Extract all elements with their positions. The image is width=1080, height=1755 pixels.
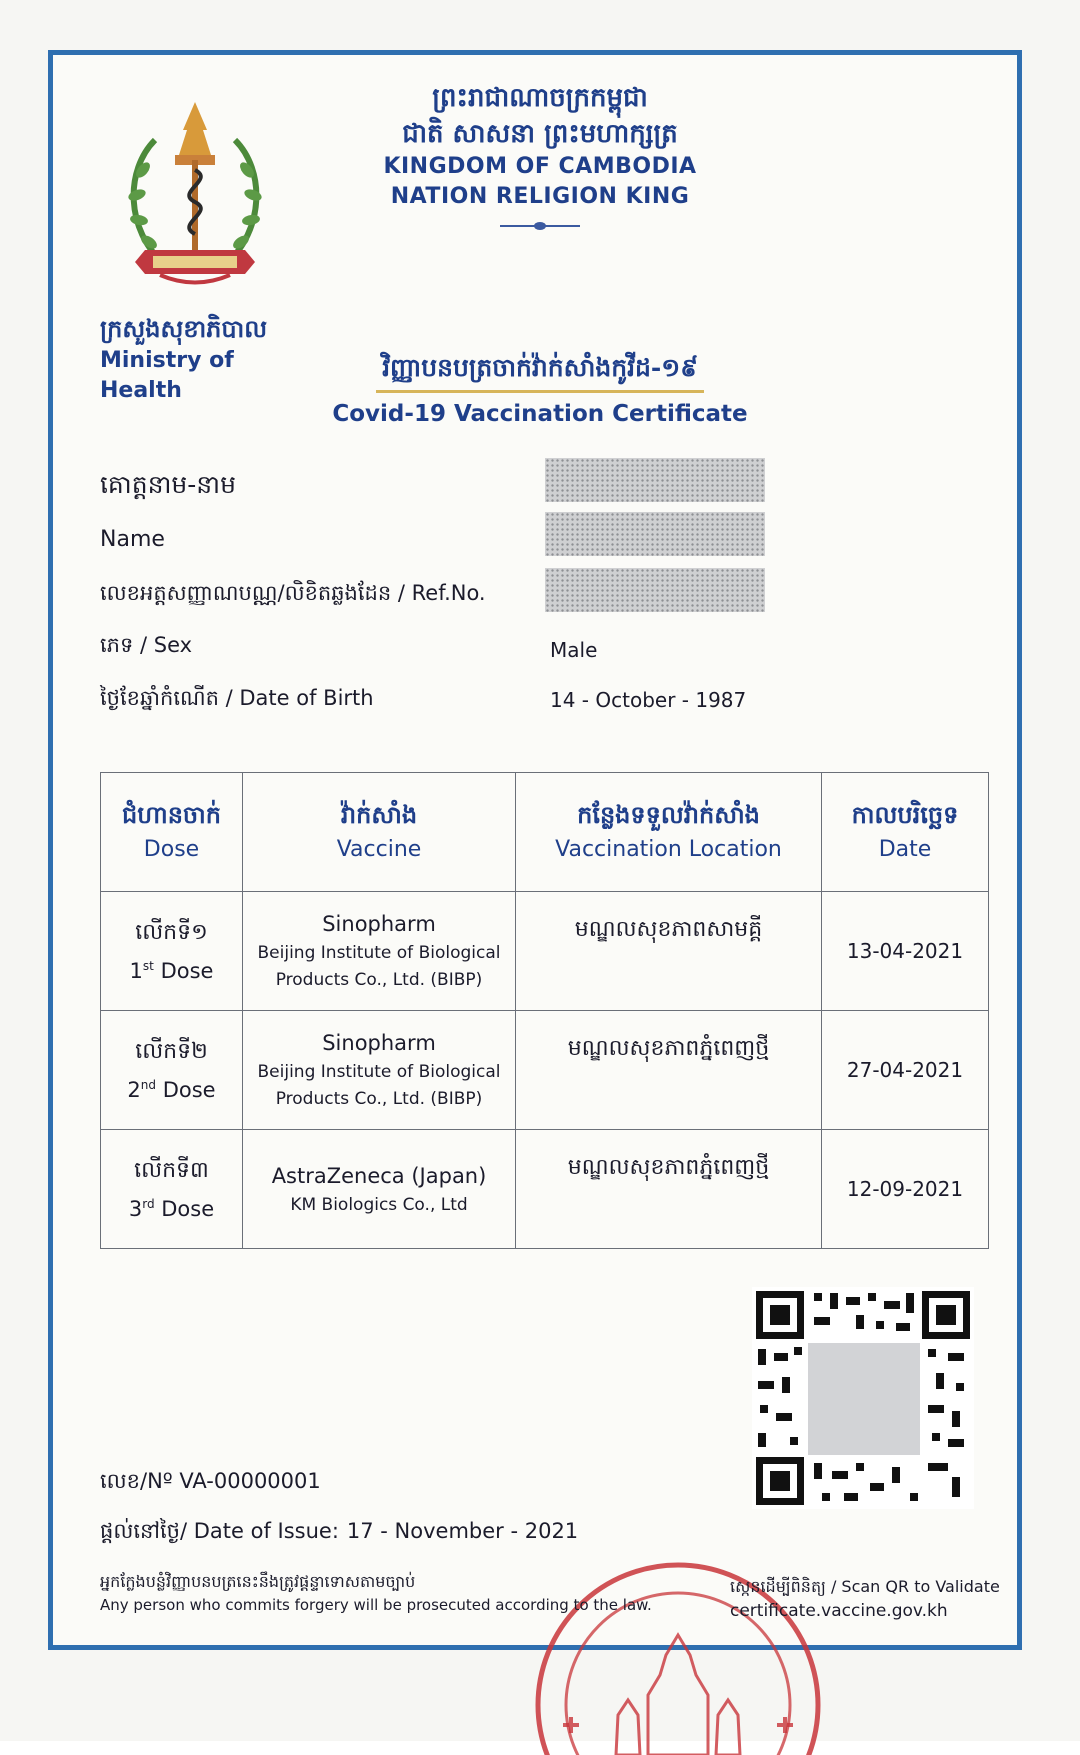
kingdom-kh-line2: ជាតិ សាសនា ព្រះមហាក្សត្រ [402,119,678,149]
vaccine-name: Sinopharm [322,1031,436,1055]
dose-kh: លើកទី១ [135,919,208,945]
dose-word: Dose [162,1077,216,1102]
ornament-divider [500,222,580,230]
ministry-emblem-icon [115,100,275,290]
vaccine-cell [243,1011,516,1130]
header-dose-en: Dose [143,837,200,862]
dose-kh: លើកទី២ [135,1038,208,1064]
dose-ordinal: rd [142,1196,155,1211]
header-location-kh: កន្លែងទទួលវ៉ាក់សាំង [577,800,760,829]
location-cell [516,1011,822,1130]
certificate-number-value: VA-00000001 [179,1469,321,1493]
vaccine-maker: Beijing Institute of Biological Products Co., Ltd. (BIBP) [257,943,501,990]
date-of-issue-value: 17 - November - 2021 [346,1519,579,1543]
header-location [516,773,822,892]
vaccine-maker: KM Biologics Co., Ltd [290,1194,468,1215]
forgery-notice [100,1570,652,1616]
header-vaccine [243,773,516,892]
header-date [822,773,989,892]
redacted-ref-no [545,568,765,612]
date-cell: 27-04-2021 [822,1011,989,1130]
name-label-kh: គោត្តនាម-នាម [100,470,236,499]
table-row [101,1130,989,1249]
date-cell: 12-09-2021 [822,1130,989,1249]
dose-cell [101,892,243,1011]
ministry-kh: ក្រសួងសុខាភិបាល [100,314,268,343]
certificate-title [330,348,750,431]
table-row [101,1011,989,1130]
dose-number: 1 [129,958,143,983]
kingdom-en-line2: NATION RELIGION KING [390,184,690,209]
kingdom-en-line1: KINGDOM OF CAMBODIA [383,154,697,179]
header-location-en: Vaccination Location [555,837,782,862]
location-text: មណ្ឌលសុខភាពសាមគ្គី [574,917,763,942]
header-dose-kh: ជំហានចាក់ [121,800,222,829]
date-of-issue-label: ផ្ដល់នៅថ្ងៃ/ Date of Issue: [100,1519,339,1543]
scan-instructions [730,1575,1000,1623]
dose-en [101,950,242,987]
header-dose [101,773,243,892]
validation-url[interactable]: certificate.vaccine.gov.kh [730,1601,948,1621]
sex-label: ភេទ / Sex [100,633,193,657]
sex-value: Male [550,638,598,662]
dose-cell [101,1011,243,1130]
vaccine-cell [243,892,516,1011]
vaccine-maker: Beijing Institute of Biological Products Co., Ltd. (BIBP) [257,1062,501,1109]
header-date-kh: កាលបរិច្ឆេទ [851,800,959,829]
location-text: មណ្ឌលសុខភាពភ្នំពេញថ្មី [567,1036,770,1061]
forgery-notice-kh: អ្នកក្លែងបន្លំវិញ្ញាបនបត្រនេះនឹងត្រូវផ្ដន្ទាទោសតាមច្បាប់ [100,1572,416,1591]
kingdom-kh-line1: ព្រះរាជាណាចក្រកម្ពុជា [432,83,648,113]
dose-number: 3 [128,1196,143,1221]
dose-kh: លើកទី៣ [134,1157,209,1183]
dose-word: Dose [160,958,214,983]
dose-word: Dose [161,1196,215,1221]
forgery-notice-en: Any person who commits forgery will be prosecuted according to the law. [100,1596,652,1614]
certificate-title-kh: វិញ្ញាបនបត្រចាក់វ៉ាក់សាំងកូវីដ-១៩ [376,348,704,393]
location-cell [516,1130,822,1249]
table-header-row [101,773,989,892]
dose-ordinal: nd [140,1077,157,1092]
qr-code-icon[interactable] [752,1287,974,1509]
date-of-issue [100,1518,578,1549]
vaccine-name: AstraZeneca (Japan) [271,1163,487,1188]
dose-cell [101,1130,243,1249]
dose-en [101,1069,242,1106]
vaccine-cell [243,1130,516,1249]
ref-label: លេខអត្តសញ្ញាណបណ្ណ/លិខិតឆ្លងដែន / Ref.No. [100,581,486,605]
dose-number: 2 [127,1077,141,1102]
redacted-name-en [545,512,765,556]
ministry-name [100,312,320,406]
kingdom-header [300,80,780,230]
certificate-title-en: Covid-19 Vaccination Certificate [332,401,748,427]
dose-en [101,1188,242,1225]
certificate-number [100,1468,321,1499]
dob-label: ថ្ងៃខែឆ្នាំកំណើត / Date of Birth [100,686,374,710]
ministry-en: Ministry of Health [100,348,234,403]
header-vaccine-en: Vaccine [336,837,422,862]
redacted-name-kh [545,458,765,502]
certificate-number-label: លេខ/Nº [100,1469,173,1493]
scan-label: ស្កេនដើម្បីពិនិត្យ / Scan QR to Validate [730,1577,1000,1596]
table-row [101,892,989,1011]
dose-ordinal: st [142,958,154,973]
date-cell: 13-04-2021 [822,892,989,1011]
name-label-en: Name [100,527,165,552]
dob-value: 14 - October - 1987 [550,688,747,712]
header-date-en: Date [878,837,932,862]
vaccine-name: Sinopharm [322,912,436,936]
header-vaccine-kh: វ៉ាក់សាំង [340,800,418,829]
vaccination-table [100,772,989,1249]
location-text: មណ្ឌលសុខភាពភ្នំពេញថ្មី [567,1155,770,1180]
location-cell [516,892,822,1011]
